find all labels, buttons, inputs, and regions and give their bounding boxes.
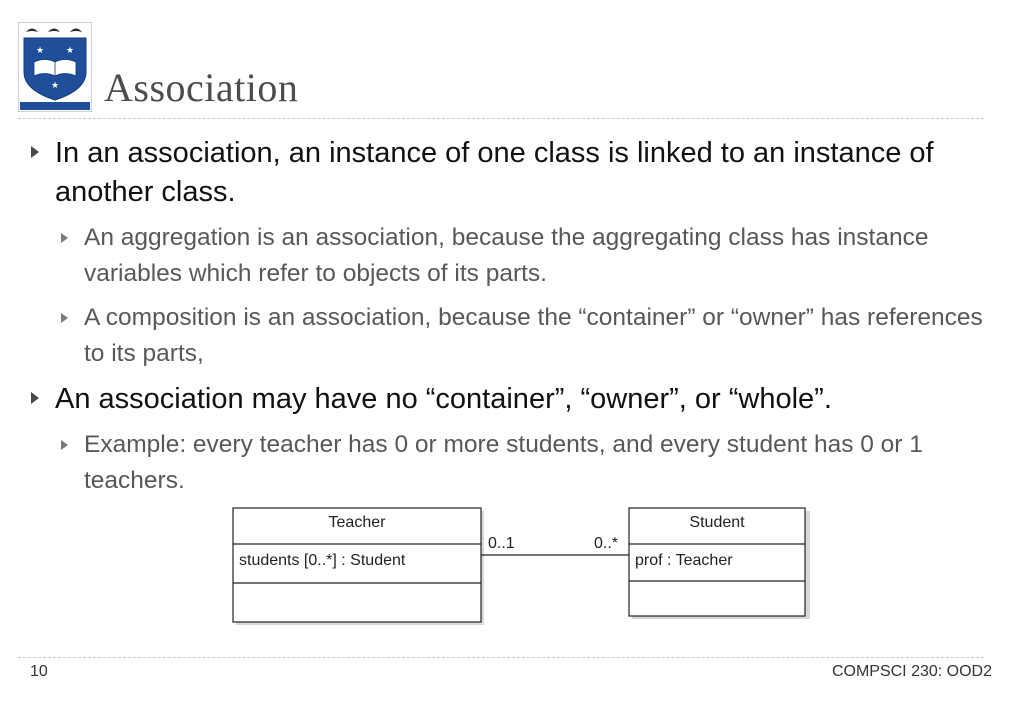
student-attribute: prof : Teacher: [635, 552, 733, 569]
bullet-triangle-icon: [31, 392, 39, 404]
course-label: COMPSCI 230: OOD2: [831, 663, 992, 680]
page-number: 10: [30, 663, 48, 680]
uml-association-diagram: [230, 505, 810, 627]
crest-graphic: [18, 22, 92, 112]
teacher-class-box: [233, 508, 481, 622]
student-class-name: Student: [689, 514, 745, 531]
slide-content: [0, 134, 1024, 507]
sub-bullet-1-2-text: A composition is an association, because the “container” or “owner” has references to its parts,: [84, 304, 983, 367]
sub-bullet-2-1: [0, 427, 1024, 499]
sub-bullet-2-1-text: Example: every teacher has 0 or more students, and every student has 0 or 1 teachers.: [84, 431, 923, 494]
bullet-1: [0, 134, 1024, 212]
uml-diagram-graphic: [230, 505, 810, 627]
bullet-triangle-icon: [31, 146, 39, 158]
teacher-attribute: students [0..*] : Student: [239, 552, 406, 569]
sub-bullet-triangle-icon: [61, 440, 68, 450]
multiplicity-student-end: 0..*: [594, 535, 619, 552]
sub-bullet-triangle-icon: [61, 313, 68, 323]
teacher-class-name: Teacher: [328, 514, 386, 531]
sub-bullet-triangle-icon: [61, 233, 68, 243]
header-divider: [18, 118, 984, 119]
svg-text:★: ★: [51, 81, 60, 91]
bullet-2: [0, 380, 1024, 419]
student-class-box: [629, 508, 805, 616]
slide-title: Association: [104, 65, 299, 110]
multiplicity-teacher-end: 0..1: [488, 535, 515, 552]
university-crest-icon: [18, 22, 92, 112]
footer-divider: [18, 657, 984, 658]
sub-bullet-1-1-text: An aggregation is an association, because the aggregating class has instance variables which refer to objects of its parts.: [84, 224, 929, 287]
sub-bullet-1-2: [0, 300, 1024, 372]
bullet-1-text: In an association, an instance of one class is linked to an instance of another class.: [55, 137, 934, 208]
sub-bullet-1-1: [0, 220, 1024, 292]
bullet-2-text: An association may have no “container”, “owner”, or “whole”.: [55, 383, 832, 415]
svg-text:★: ★: [66, 46, 75, 56]
svg-text:★: ★: [36, 46, 45, 56]
